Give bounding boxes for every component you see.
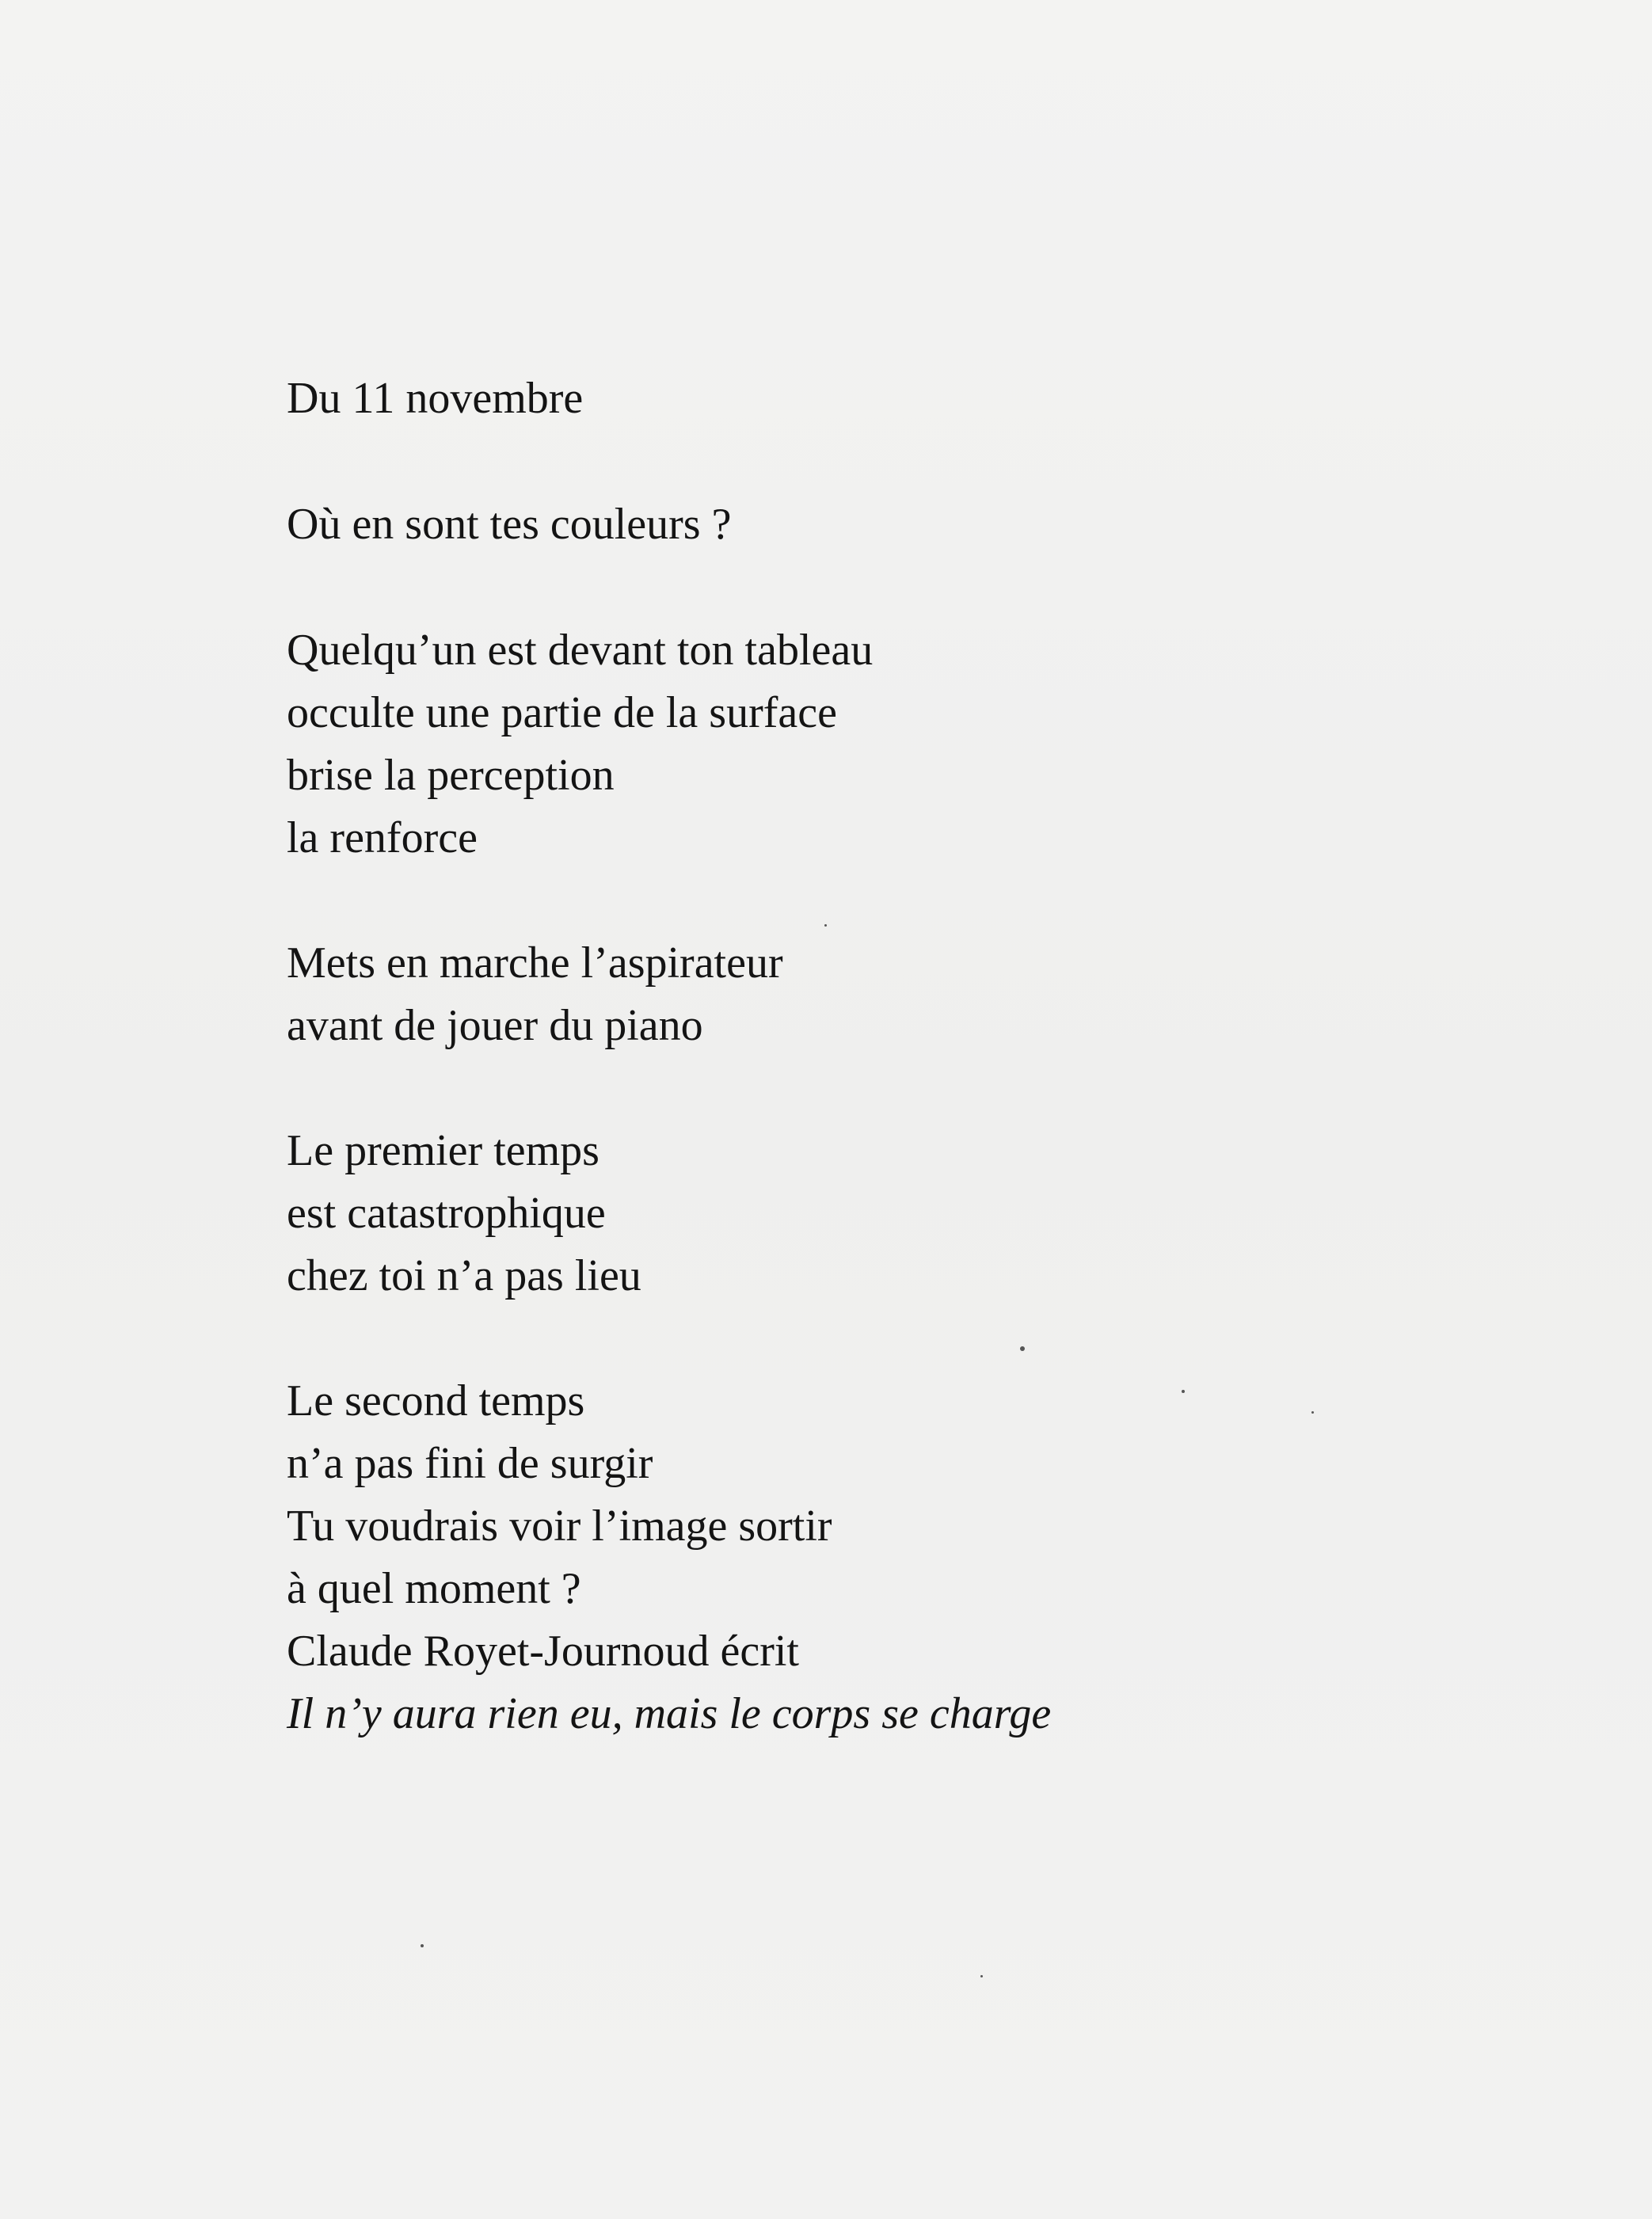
verse-line: est catastrophique <box>287 1189 606 1238</box>
citation-quote: Il n’y aura rien eu, mais le corps se charge <box>287 1689 1052 1738</box>
verse-line: la renforce <box>287 813 478 862</box>
stanza-2 <box>287 932 1475 1057</box>
verse-line: brise la perception <box>287 751 615 800</box>
verse-line: chez toi n’a pas lieu <box>287 1251 641 1300</box>
verse-line: Quelqu’un est devant ton tableau <box>287 626 874 675</box>
poem-question: Où en sont tes couleurs ? <box>287 500 732 549</box>
poem-title: Du 11 novembre <box>287 374 584 423</box>
verse-line: Le second temps <box>287 1376 585 1425</box>
paper-speck <box>421 1944 424 1947</box>
verse-line: n’a pas fini de surgir <box>287 1439 653 1488</box>
stanza-1 <box>287 619 1475 870</box>
verse-line: Le premier temps <box>287 1126 600 1175</box>
verse-line: occulte une partie de la surface <box>287 688 837 737</box>
verse-line: Tu voudrais voir l’image sortir <box>287 1502 832 1551</box>
verse-line: à quel moment ? <box>287 1564 581 1613</box>
stanza-3 <box>287 1120 1475 1307</box>
verse-line: avant de jouer du piano <box>287 1001 703 1050</box>
citation-intro: Claude Royet-Journoud écrit <box>287 1627 799 1676</box>
stanza-4 <box>287 1370 1475 1620</box>
paper-speck <box>980 1975 983 1977</box>
verse-line: Mets en marche l’aspirateur <box>287 938 783 988</box>
poem <box>287 367 1475 1745</box>
